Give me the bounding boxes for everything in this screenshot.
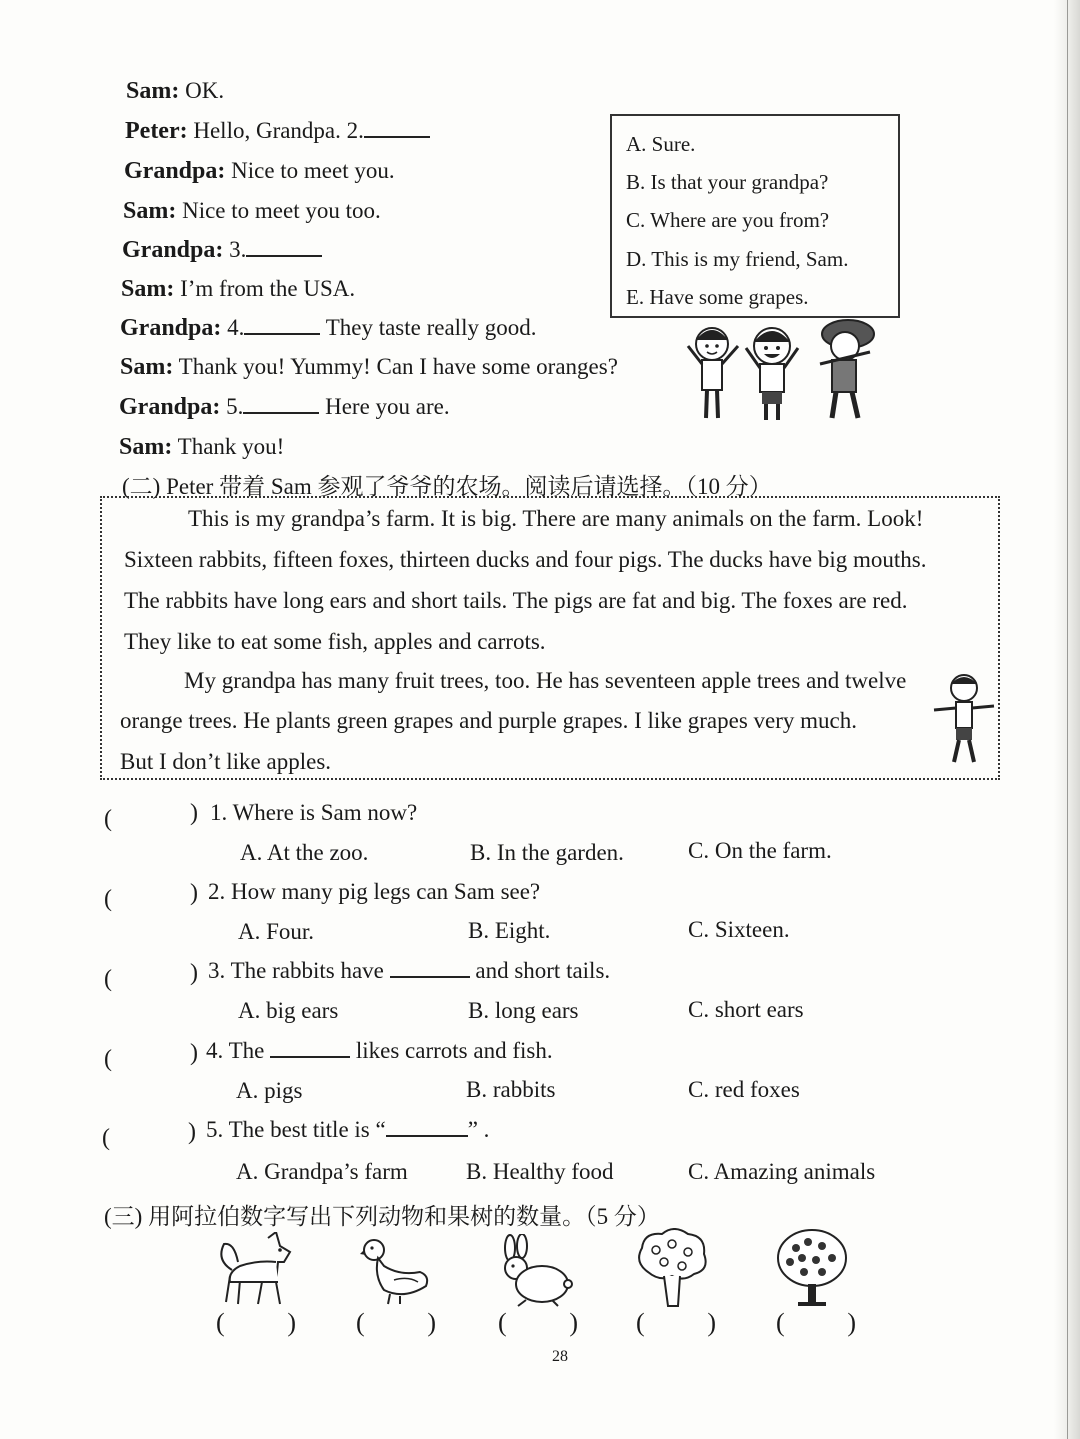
smiling-boy-icon <box>746 328 798 420</box>
q3-choice-b[interactable]: B. long ears <box>468 998 579 1023</box>
passage-line-4: They like to eat some fish, apples and carrots. <box>124 629 546 654</box>
question-4-text: 4. The likes carrots and fish. <box>206 1038 553 1063</box>
section-3-title: (三) 用阿拉伯数字写出下列动物和果树的数量。（5 分） <box>104 1204 660 1229</box>
dialogue-line-7: Grandpa: 4. They taste really good. <box>120 315 537 341</box>
rabbit-icon <box>496 1234 574 1308</box>
answer-paren-close-1: ) <box>190 800 198 826</box>
option-c: C. Where are you from? <box>626 208 830 232</box>
answer-paren-close-5: ) <box>188 1119 196 1145</box>
answer-paren-3[interactable]: ( <box>104 966 112 992</box>
dialogue-line-5: Grandpa: 3. <box>122 237 322 264</box>
dialogue-line-3: Grandpa: Nice to meet you. <box>124 158 395 184</box>
answer-paren-5[interactable]: ( <box>102 1125 110 1151</box>
boy-arms-out-icon <box>930 670 998 770</box>
answer-box-rabbit[interactable]: ( ) <box>498 1308 578 1337</box>
passage-line-7: But I don’t like apples. <box>120 749 332 774</box>
question-2-text: 2. How many pig legs can Sam see? <box>208 879 541 904</box>
q5-choice-c[interactable]: C. Amazing animals <box>688 1159 876 1184</box>
question-3-text: 3. The rabbits have and short tails. <box>208 958 611 983</box>
option-d: D. This is my friend, Sam. <box>626 247 849 271</box>
duck-icon <box>360 1236 432 1306</box>
q3-blank[interactable] <box>390 958 470 978</box>
q4-choice-b[interactable]: B. rabbits <box>466 1077 556 1102</box>
answer-box-apple-tree[interactable]: ( ) <box>636 1308 716 1337</box>
answer-box-orange-tree[interactable]: ( ) <box>776 1308 856 1337</box>
question-1-text: 1. Where is Sam now? <box>210 800 418 825</box>
passage-line-5: My grandpa has many fruit trees, too. He has seventeen apple trees and twelve <box>184 668 907 693</box>
answer-blank-5[interactable] <box>243 394 319 414</box>
dialogue-line-10: Sam: Thank you! <box>119 434 285 460</box>
answer-blank-4[interactable] <box>244 315 320 335</box>
answer-paren-2[interactable]: ( <box>104 886 112 912</box>
q5-choice-a[interactable]: A. Grandpa’s farm <box>236 1159 408 1184</box>
dialogue-line-9: Grandpa: 5. Here you are. <box>119 394 450 420</box>
q5-choice-b[interactable]: B. Healthy food <box>466 1159 614 1184</box>
answer-paren-close-2: ) <box>190 880 198 906</box>
answer-blank-2[interactable] <box>364 118 430 138</box>
apple-tree-icon <box>634 1228 710 1308</box>
answer-blank-3[interactable] <box>246 237 322 257</box>
answer-paren-close-4: ) <box>190 1040 198 1066</box>
q1-choice-a[interactable]: A. At the zoo. <box>240 840 369 865</box>
page-edge-line <box>1067 0 1068 1439</box>
answer-paren-4[interactable]: ( <box>104 1046 112 1072</box>
orange-tree-icon <box>774 1228 850 1310</box>
q4-choice-a[interactable]: A. pigs <box>236 1078 303 1103</box>
section-2-title: (二) Peter 带着 Sam 参观了爷爷的农场。阅读后请选择。（10 分） <box>122 474 772 499</box>
dialogue-line-1: Sam: OK. <box>126 78 225 104</box>
dialogue-line-2: Peter: Hello, Grandpa. 2. <box>125 118 430 145</box>
q2-choice-b[interactable]: B. Eight. <box>468 918 551 943</box>
passage-line-1: This is my grandpa’s farm. It is big. There are many animals on the farm. Look! <box>188 506 924 531</box>
children-illustration <box>680 318 880 428</box>
girl-violin-icon <box>820 320 874 418</box>
page-number: 28 <box>552 1348 568 1365</box>
q5-blank[interactable] <box>386 1117 468 1137</box>
dialogue-line-6: Sam: I’m from the USA. <box>121 276 356 302</box>
passage-line-3: The rabbits have long ears and short tails. The pigs are fat and big. The foxes are red. <box>124 588 908 613</box>
options-box <box>610 114 900 318</box>
boy-waving-icon <box>688 328 738 418</box>
option-b: B. Is that your grandpa? <box>626 170 829 194</box>
reading-passage <box>100 496 1000 780</box>
option-a: A. Sure. <box>626 132 696 156</box>
option-e: E. Have some grapes. <box>626 285 809 309</box>
passage-line-2: Sixteen rabbits, fifteen foxes, thirteen ducks and four pigs. The ducks have big mouths. <box>124 547 927 572</box>
passage-line-6: orange trees. He plants green grapes and purple grapes. I like grapes very much. <box>120 708 857 733</box>
answer-box-duck[interactable]: ( ) <box>356 1308 436 1337</box>
answer-paren-close-3: ) <box>190 960 198 986</box>
q4-blank[interactable] <box>270 1038 350 1058</box>
q3-choice-a[interactable]: A. big ears <box>238 998 339 1023</box>
dialogue-line-8: Sam: Thank you! Yummy! Can I have some oranges? <box>120 354 618 380</box>
answer-paren-1[interactable]: ( <box>104 806 112 832</box>
q2-choice-a[interactable]: A. Four. <box>238 919 315 944</box>
q2-choice-c[interactable]: C. Sixteen. <box>688 917 790 942</box>
question-5-text: 5. The best title is “ ” . <box>206 1117 490 1142</box>
q3-choice-c[interactable]: C. short ears <box>688 997 804 1022</box>
q1-choice-c[interactable]: C. On the farm. <box>688 838 832 863</box>
q4-choice-c[interactable]: C. red foxes <box>688 1077 800 1102</box>
fox-icon <box>218 1232 300 1308</box>
q1-choice-b[interactable]: B. In the garden. <box>470 840 624 865</box>
answer-box-fox[interactable]: ( ) <box>216 1308 296 1337</box>
dialogue-line-4: Sam: Nice to meet you too. <box>123 198 381 224</box>
